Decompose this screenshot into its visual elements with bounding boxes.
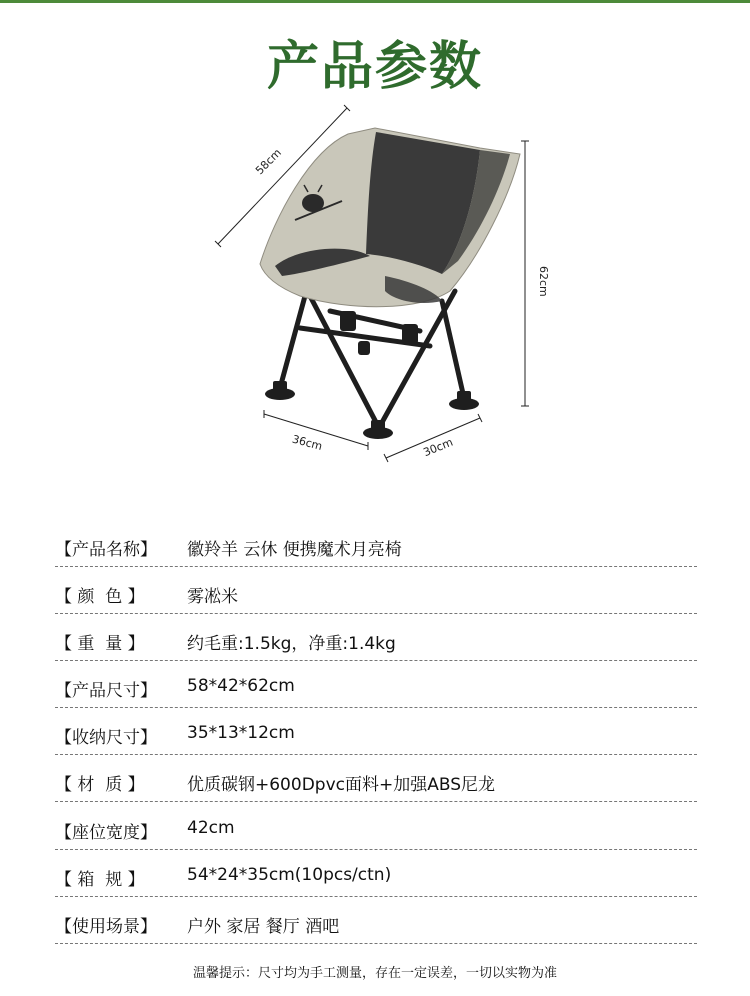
product-figure bbox=[180, 96, 580, 476]
spec-key: 【 重 量 】 bbox=[55, 634, 145, 654]
spec-row-seat-width bbox=[55, 802, 697, 850]
spec-key: 【 箱 规 】 bbox=[55, 870, 145, 890]
spec-row-weight bbox=[55, 613, 697, 661]
spec-key: 【产品名称】 bbox=[55, 540, 157, 560]
spec-value: 54*24*35cm(10pcs/ctn) bbox=[187, 865, 392, 885]
spec-value: 42cm bbox=[187, 818, 235, 838]
top-rule bbox=[0, 0, 750, 3]
spec-key: 【 材 质 】 bbox=[55, 775, 145, 795]
spec-row-name bbox=[55, 519, 697, 567]
spec-row-material bbox=[55, 754, 697, 802]
spec-value: 约毛重:1.5kg，净重:1.4kg bbox=[187, 634, 396, 654]
spec-row-color bbox=[55, 566, 697, 614]
spec-value: 雾凇米 bbox=[187, 587, 238, 607]
spec-value: 户外 家居 餐厅 酒吧 bbox=[187, 917, 340, 937]
spec-key: 【使用场景】 bbox=[55, 917, 157, 937]
spec-key: 【收纳尺寸】 bbox=[55, 728, 157, 748]
spec-row-usage bbox=[55, 896, 697, 944]
depth-dim-label: 36cm bbox=[290, 432, 324, 454]
spec-value: 58*42*62cm bbox=[187, 676, 295, 696]
chair-illustration bbox=[180, 96, 580, 476]
spec-key: 【产品尺寸】 bbox=[55, 681, 157, 701]
spec-row-folded-size bbox=[55, 707, 697, 755]
spec-row-carton bbox=[55, 849, 697, 897]
side-dim-label: 30cm bbox=[421, 435, 455, 460]
footer-note: 温馨提示：尺寸均为手工测量，存在一定误差，一切以实物为准 bbox=[192, 966, 557, 981]
spec-value: 徽羚羊 云休 便携魔术月亮椅 bbox=[187, 540, 402, 560]
spec-key: 【座位宽度】 bbox=[55, 823, 157, 843]
spec-value: 优质碳钢+600Dpvc面料+加强ABS尼龙 bbox=[187, 775, 496, 795]
spec-row-size bbox=[55, 660, 697, 708]
height-dim-label: 62cm bbox=[537, 266, 550, 297]
chair-frame bbox=[280, 291, 464, 426]
spec-key: 【 颜 色 】 bbox=[55, 587, 145, 607]
spec-value: 35*13*12cm bbox=[187, 723, 295, 743]
page-title: 产品参数 bbox=[266, 37, 483, 97]
width-dim-label: 58cm bbox=[253, 146, 284, 178]
